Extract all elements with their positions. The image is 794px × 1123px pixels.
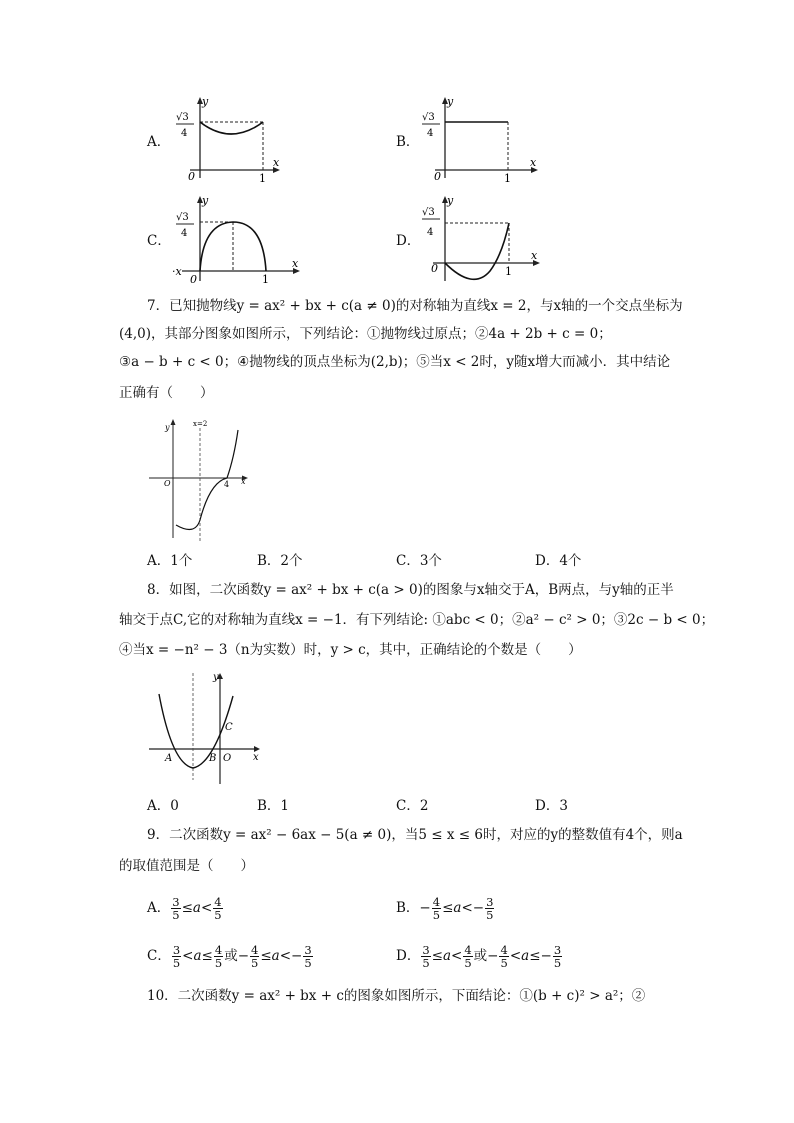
q6d-ytick-den: 4 bbox=[427, 227, 434, 238]
q6b-one: 1 bbox=[504, 172, 511, 184]
q6a-x-label: x bbox=[273, 156, 280, 169]
q6d-x-label: x bbox=[531, 249, 538, 262]
q6c-one: 1 bbox=[262, 273, 269, 285]
q7-origin: O bbox=[164, 479, 171, 488]
q6a-y-label: y bbox=[202, 95, 209, 108]
q8-x-label: x bbox=[253, 752, 259, 763]
q6-option-c-label: C． bbox=[147, 233, 171, 249]
q9-option-d: D． $\frac{3}{5}$ ≤a< $\frac{4}{5}$ 或− $\frac{4}{5}$ <a≤− $\frac{3}{5}$ bbox=[396, 943, 562, 970]
q9-option-b-label: B． bbox=[396, 900, 420, 916]
q7-option-c: C．3个 bbox=[396, 553, 442, 569]
q6d-ytick-num: √3 bbox=[422, 207, 435, 218]
q6a-one: 1 bbox=[259, 172, 266, 184]
q9-option-b: B．− $\frac{4}{5}$ ≤a<− $\frac{3}{5}$ bbox=[396, 895, 494, 922]
q6-graph-c bbox=[170, 193, 305, 285]
q7-graph bbox=[145, 414, 255, 544]
q8-origin: O bbox=[223, 753, 232, 764]
q7-option-b: B．2个 bbox=[257, 553, 303, 569]
q6d-one: 1 bbox=[505, 265, 512, 278]
q6-option-a-label: A． bbox=[147, 134, 171, 150]
q8-option-c: C．2 bbox=[396, 798, 429, 814]
q9-option-d-label: D． bbox=[396, 948, 421, 964]
q7-four: 4 bbox=[224, 480, 230, 489]
q6d-origin: 0 bbox=[431, 262, 438, 275]
q7-y-label: y bbox=[165, 423, 170, 432]
q6-option-d-label: D． bbox=[396, 233, 421, 249]
q6b-ytick-den: 4 bbox=[427, 128, 434, 139]
q9-stem-line2: 的取值范围是（ ） bbox=[119, 858, 254, 874]
q7-option-d: D．4个 bbox=[535, 553, 582, 569]
q6b-ytick-num: √3 bbox=[422, 112, 435, 123]
q6-graph-d bbox=[418, 193, 543, 285]
q6c-ytick-den: 4 bbox=[181, 228, 188, 239]
q6b-y-label: y bbox=[447, 95, 454, 108]
q6-graph-b bbox=[420, 94, 540, 184]
q6b-origin: 0 bbox=[434, 170, 441, 183]
q8-option-d: D．3 bbox=[535, 798, 568, 814]
q9-option-a-label: A． bbox=[147, 900, 171, 916]
q6c-y-label: y bbox=[202, 194, 209, 207]
q8-y-label: y bbox=[213, 672, 219, 683]
q6c-ytick-num: √3 bbox=[176, 212, 189, 223]
q7-stem-line3: ③a − b + c < 0；④抛物线的顶点坐标为(2,b)；⑤当x < 2时，y随x增大而减小．其中结论 bbox=[119, 354, 671, 370]
q7-option-a: A．1个 bbox=[147, 553, 193, 569]
q6-option-b-label: B． bbox=[396, 134, 420, 150]
q6c-x-label: x bbox=[292, 257, 299, 270]
q9-option-c: C． $\frac{3}{5}$ <a≤ $\frac{4}{5}$ 或− $\frac{4}{5}$ ≤a<− $\frac{3}{5}$ bbox=[147, 943, 312, 970]
q6a-ytick-num: √3 bbox=[176, 112, 189, 123]
q8-point-c: C bbox=[225, 722, 233, 733]
q6b-x-label: x bbox=[530, 156, 537, 169]
q8-stem-line3: ④当x = −n² − 3（n为实数）时，y > c，其中，正确结论的个数是（ ） bbox=[119, 642, 582, 658]
q7-axis-label: x=2 bbox=[193, 420, 208, 428]
q7-stem-line2: (4,0)，其部分图象如图所示，下列结论：①抛物线过原点；②4a + 2b + c = 0； bbox=[119, 326, 612, 342]
q9-stem-line1: 9．二次函数y = ax² − 6ax − 5(a ≠ 0)，当5 ≤ x ≤ 6时，对应的y的整数值有4个，则a bbox=[147, 827, 683, 843]
q8-stem-line1: 8．如图，二次函数y = ax² + bx + c(a > 0)的图象与x轴交于A，B两点，与y轴的正半 bbox=[147, 582, 674, 598]
q6c-origin: 0 bbox=[190, 273, 197, 285]
q6c-neg-x: ·x bbox=[172, 265, 182, 278]
q9-option-a: A． $\frac{3}{5}$ ≤a< $\frac{4}{5}$ bbox=[147, 895, 222, 922]
q7-x-label: x bbox=[241, 477, 246, 486]
q8-point-b: B bbox=[209, 753, 217, 764]
q9-option-c-label: C． bbox=[147, 948, 171, 964]
q10-stem-line1: 10．二次函数y = ax² + bx + c的图象如图所示，下面结论：①(b + c)² > a²；② bbox=[147, 988, 646, 1004]
q6-graph-a bbox=[170, 94, 280, 184]
q7-stem-line1: 7．已知抛物线y = ax² + bx + c(a ≠ 0)的对称轴为直线x = 2，与x轴的一个交点坐标为 bbox=[147, 298, 683, 314]
q8-graph bbox=[145, 668, 265, 788]
q8-point-a: A bbox=[165, 753, 173, 764]
q8-stem-line2: 轴交于点C,它的对称轴为直线x = −1．有下列结论: ①abc < 0；②a² − c² > 0；③2c − b < 0； bbox=[119, 612, 715, 628]
q6a-ytick-den: 4 bbox=[181, 128, 188, 139]
q6a-origin: 0 bbox=[188, 170, 195, 183]
q8-option-a: A．0 bbox=[147, 798, 179, 814]
q7-stem-line4: 正确有（ ） bbox=[119, 385, 214, 401]
q6d-y-label: y bbox=[447, 194, 454, 207]
q8-option-b: B．1 bbox=[257, 798, 290, 814]
